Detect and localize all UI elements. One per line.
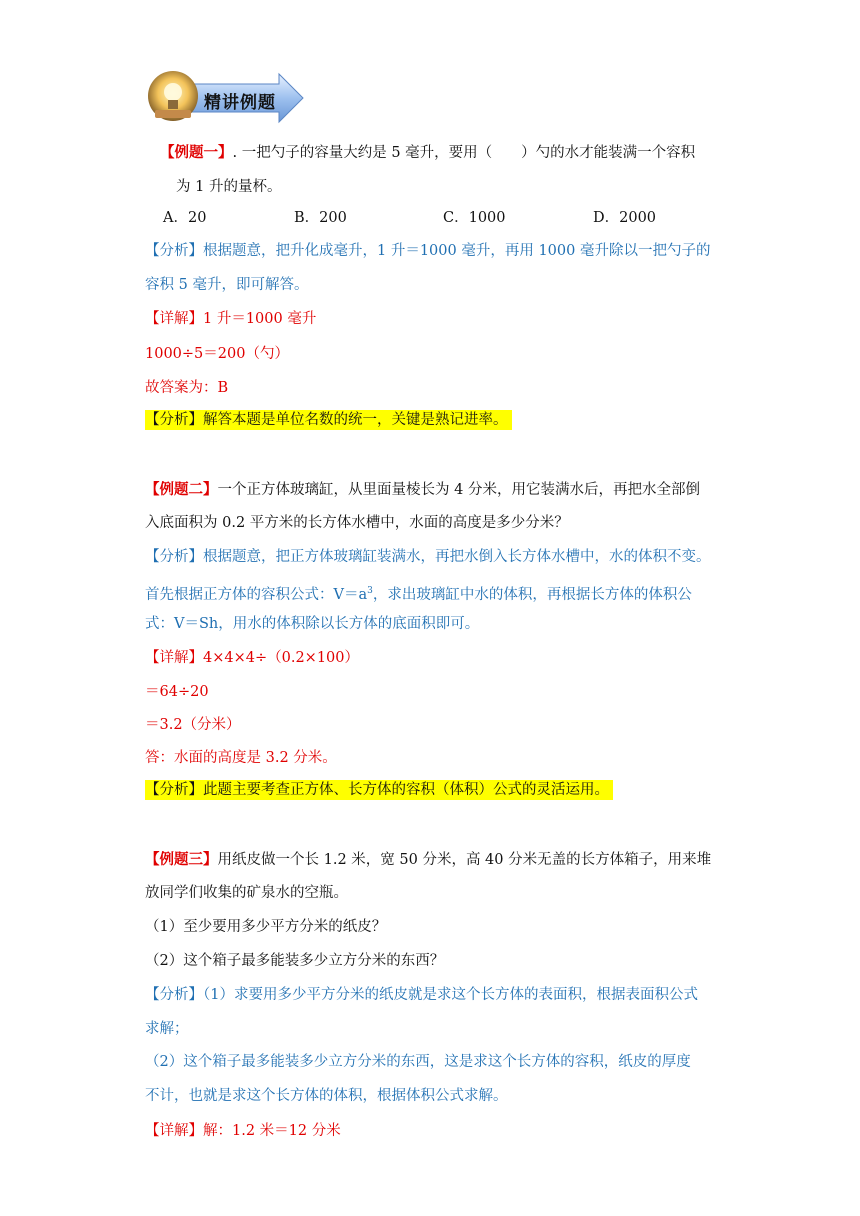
- ex2-analysis-text1: 根据题意，把正方体玻璃缸装满水，再把水倒入长方体水槽中，水的体积不变。: [203, 549, 711, 565]
- ex2-summary-tag: 【分析】: [145, 782, 203, 798]
- ex2-tag: 【例题二】: [145, 481, 218, 498]
- ex1-option-b: B．200: [294, 210, 347, 226]
- ex3-analysis-line4: 不计，也就是求这个长方体的体积，根据体积公式求解。: [145, 1088, 508, 1104]
- ex1-analysis-text1: 根据题意，把升化成毫升，1 升＝1000 毫升，再用 1000 毫升除以一把勺子的: [203, 243, 711, 259]
- ex2-detail-line2: ＝64÷20: [145, 684, 209, 700]
- ex2-analysis-superscript: 3: [367, 586, 373, 596]
- ex2-summary-text: 此题主要考查正方体、长方体的容积（体积）公式的灵活运用。: [203, 782, 609, 798]
- ex1-option-c: C．1000: [443, 210, 506, 226]
- ex2-detail-line4: 答：水面的高度是 3.2 分米。: [145, 750, 337, 766]
- ex2-detail-line1: [145, 648, 359, 668]
- ex1-summary: [145, 410, 512, 430]
- ex1-detail-tag: 【详解】: [145, 311, 203, 327]
- ex2-detail-line3: ＝3.2（分米）: [145, 717, 241, 733]
- ex2-analysis-text2a: 首先根据正方体的容积公式：V＝a: [145, 586, 368, 603]
- ex2-analysis-line3: 式：V＝Sh，用水的体积除以长方体的底面积即可。: [145, 616, 480, 632]
- section-header-label: 精讲例题: [204, 93, 276, 113]
- ex1-question-line2: 为 1 升的量杯。: [176, 179, 282, 195]
- ex2-question-line1: [145, 480, 700, 500]
- ex3-subquestion-1: （1）至少要用多少平方分米的纸皮？: [145, 919, 387, 935]
- ex1-analysis-line2: 容积 5 毫升，即可解答。: [145, 277, 309, 293]
- ex3-analysis-text1: （1）求要用多少平方分米的纸皮就是求这个长方体的表面积，根据表面积公式: [203, 987, 698, 1003]
- ex3-analysis-line1: [145, 985, 698, 1005]
- ex1-question-line1: [160, 143, 695, 163]
- ex3-detail-text1: 解：1.2 米＝12 分米: [203, 1123, 341, 1139]
- ex3-question-text: 用纸皮做一个长 1.2 米，宽 50 分米，高 40 分米无盖的长方体箱子，用来堆: [217, 852, 712, 868]
- ex2-analysis-line2: [145, 581, 692, 605]
- ex2-summary: [145, 780, 613, 800]
- ex1-question-text: . 一把勺子的容量大约是 5 毫升，要用（ ）勺的水才能装满一个容积: [232, 145, 696, 161]
- ex3-detail-tag: 【详解】: [145, 1123, 203, 1139]
- ex1-detail-line3: 故答案为：B: [145, 380, 229, 396]
- ex1-detail-line2: 1000÷5＝200（勺）: [145, 346, 289, 362]
- ex1-summary-text: 解答本题是单位名数的统一，关键是熟记进率。: [203, 412, 508, 428]
- ex1-analysis-tag: 【分析】: [145, 243, 203, 259]
- ex1-summary-tag: 【分析】: [145, 412, 203, 428]
- ex3-question-line1: [145, 850, 711, 870]
- ex2-question-text: 一个正方体玻璃缸，从里面量棱长为 4 分米，用它装满水后，再把水全部倒: [217, 482, 700, 498]
- ex1-analysis-line1: [145, 241, 710, 261]
- ex3-analysis-tag: 【分析】: [145, 987, 203, 1003]
- ex2-question-line2: 入底面积为 0.2 平方米的长方体水槽中，水面的高度是多少分米？: [145, 515, 569, 531]
- ex2-analysis-tag: 【分析】: [145, 549, 203, 565]
- ex2-detail-text1: 4×4×4÷（0.2×100）: [203, 650, 360, 666]
- ex1-option-a: A．20: [163, 210, 207, 226]
- ex3-subquestion-2: （2）这个箱子最多能装多少立方分米的东西？: [145, 953, 445, 969]
- ex2-analysis-line1: [145, 547, 711, 567]
- ex3-tag: 【例题三】: [145, 851, 218, 868]
- ex1-detail-text1: 1 升＝1000 毫升: [203, 311, 317, 327]
- ex3-analysis-line3: （2）这个箱子最多能装多少立方分米的东西，这是求这个长方体的容积，纸皮的厚度: [145, 1054, 691, 1070]
- ex1-option-d: D．2000: [593, 210, 657, 226]
- ex2-analysis-text2b: ，求出玻璃缸中水的体积，再根据长方体的体积公: [372, 586, 692, 603]
- ex1-tag: 【例题一】: [160, 144, 233, 161]
- ex3-question-line2: 放同学们收集的矿泉水的空瓶。: [145, 885, 348, 901]
- ex3-analysis-line2: 求解；: [145, 1021, 189, 1037]
- ex2-detail-tag: 【详解】: [145, 650, 203, 666]
- ex3-detail-line1: [145, 1121, 341, 1141]
- ex1-detail-line1: [145, 309, 316, 329]
